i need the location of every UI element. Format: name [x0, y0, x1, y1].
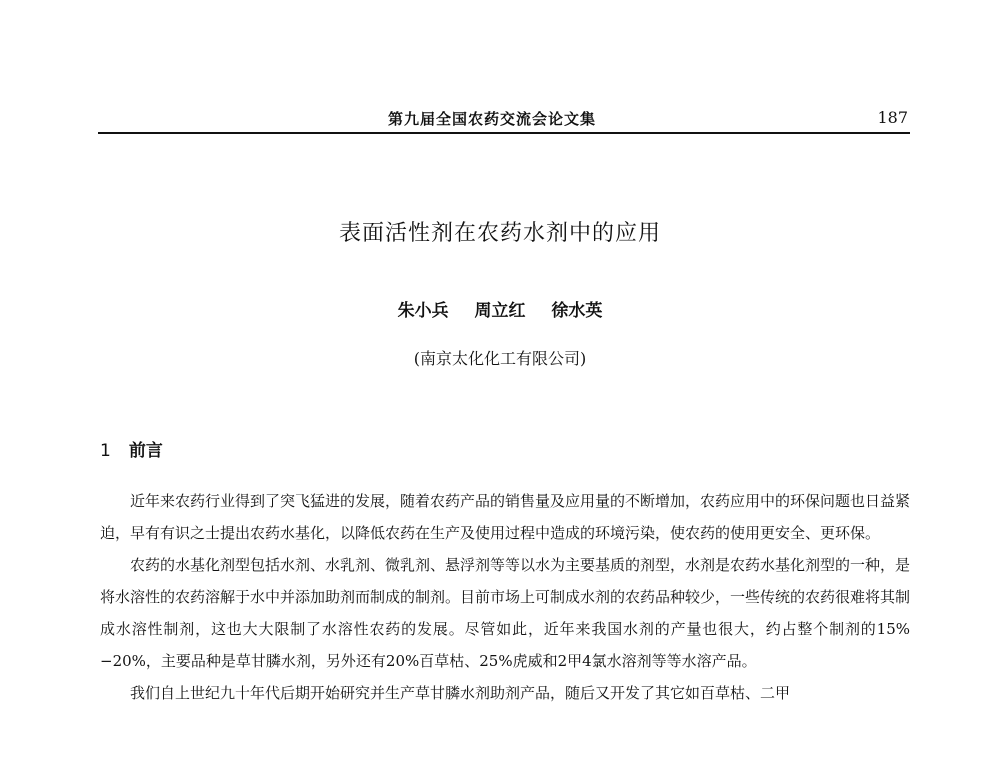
page-number: 187 [877, 108, 908, 127]
section-number: 1 [100, 441, 111, 461]
running-header [98, 104, 910, 134]
paragraph: 近年来农药行业得到了突飞猛进的发展，随着农药产品的销售量及应用量的不断增加，农药应用中的环保问题也日益紧迫，早有有识之士提出农药水基化，以降低农药在生产及使用过程中造成的环境污染，使农药的使用更安全、更环保。 [100, 492, 911, 542]
paper-title: 表面活性剂在农药水剂中的应用 [338, 221, 661, 246]
section-heading [100, 436, 163, 461]
running-title: 第九届全国农药交流会论文集 [388, 110, 597, 128]
author-name: 朱小兵 [397, 301, 449, 321]
author-list [0, 296, 1000, 321]
paragraph: 农药的水基化剂型包括水剂、水乳剂、微乳剂、悬浮剂等等以水为主要基质的剂型，水剂是农药水基化剂型的一种，是将水溶性的农药溶解于水中并添加助剂而制成的制剂。目前市场上可制成水剂的农药品种较少，一些传统的农药很难将其制成水溶性制剂，这也大大限制了水溶性农药的发展。尽管如此，近年来我国水剂的产量也很大，约占整个制剂的15%−20%，主要品种是草甘膦水剂，另外还有20%百草枯、25%虎威和2甲4氯水溶剂等等水溶产品。 [100, 556, 911, 670]
paragraph: 我们自上世纪九十年代后期开始研究并生产草甘膦水剂助剂产品，随后又开发了其它如百草枯、二甲 [130, 684, 791, 702]
author-name: 周立红 [474, 301, 526, 321]
section-title: 前言 [128, 441, 163, 461]
affiliation: (南京太化化工有限公司) [413, 349, 587, 368]
author-name: 徐水英 [551, 301, 603, 321]
body-text [100, 485, 910, 709]
